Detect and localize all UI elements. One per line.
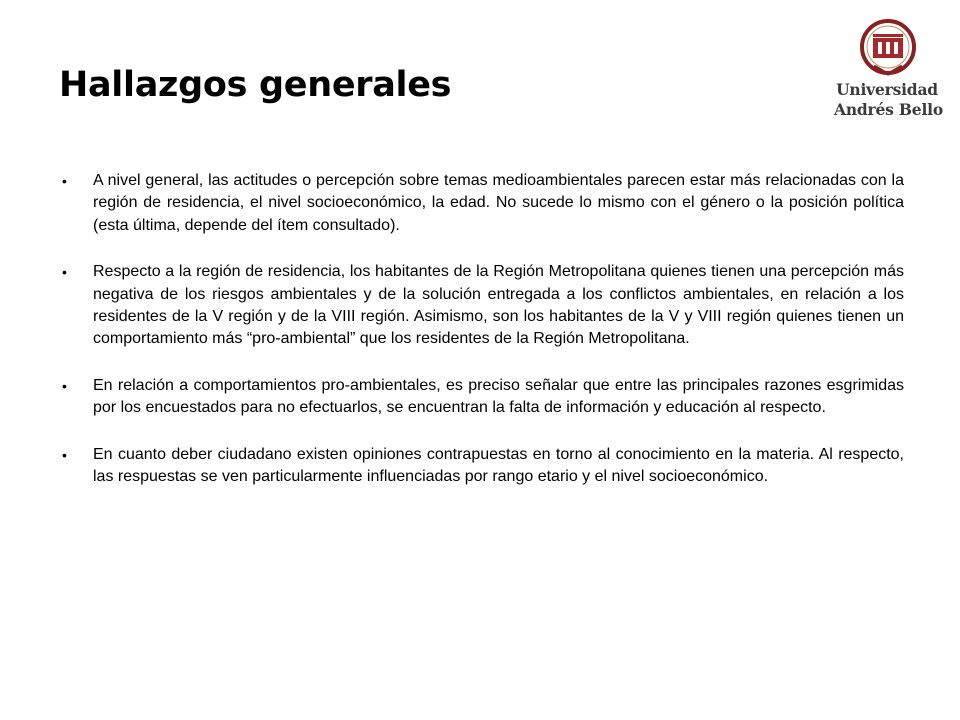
university-logo — [834, 18, 943, 122]
logo-text-line1: Universidad — [836, 80, 938, 99]
bullet-icon: • — [62, 264, 67, 281]
bullet-icon: • — [62, 446, 67, 463]
slide-title: Hallazgos generales — [59, 65, 452, 105]
findings-list — [62, 170, 904, 512]
finding-item — [62, 444, 904, 489]
finding-item — [62, 170, 904, 237]
logo-text-line2: Andrés Bello — [834, 100, 943, 119]
university-emblem-icon — [860, 18, 916, 78]
finding-item — [62, 261, 904, 351]
finding-text: Respecto a la región de residencia, los habitantes de la Región Metropolitana quienes tienen una percepción más negativa de los riesgos ambientales y de la solución entregada a los conflictos ambientales, en relación a los residentes de la V región y de la VIII región. Asimismo, son los habitantes de la V y VIII región quienes tienen un comportamiento más “pro-ambiental” que los residentes de la Región Metropolitana. — [93, 263, 904, 348]
bullet-icon: • — [62, 173, 67, 189]
bullet-icon: • — [62, 377, 67, 394]
finding-text: En cuanto deber ciudadano existen opiniones contrapuestas en torno al conocimiento en la materia. Al respecto, las respuestas se ven particularmente influenciadas por rango etario y el nivel socioeconómico. — [93, 445, 904, 486]
finding-text: En relación a comportamientos pro-ambientales, es preciso señalar que entre las principales razones esgrimidas por los encuestados para no efectuarlos, se encuentran la falta de información y educación al respecto. — [93, 376, 904, 417]
finding-text: A nivel general, las actitudes o percepción sobre temas medioambientales parecen estar más relacionadas con la región de residencia, el nivel socioeconómico, la edad. No sucede lo mismo con el género o la posición política (esta última, depende del ítem consultado). — [93, 172, 904, 234]
finding-item — [62, 375, 904, 420]
